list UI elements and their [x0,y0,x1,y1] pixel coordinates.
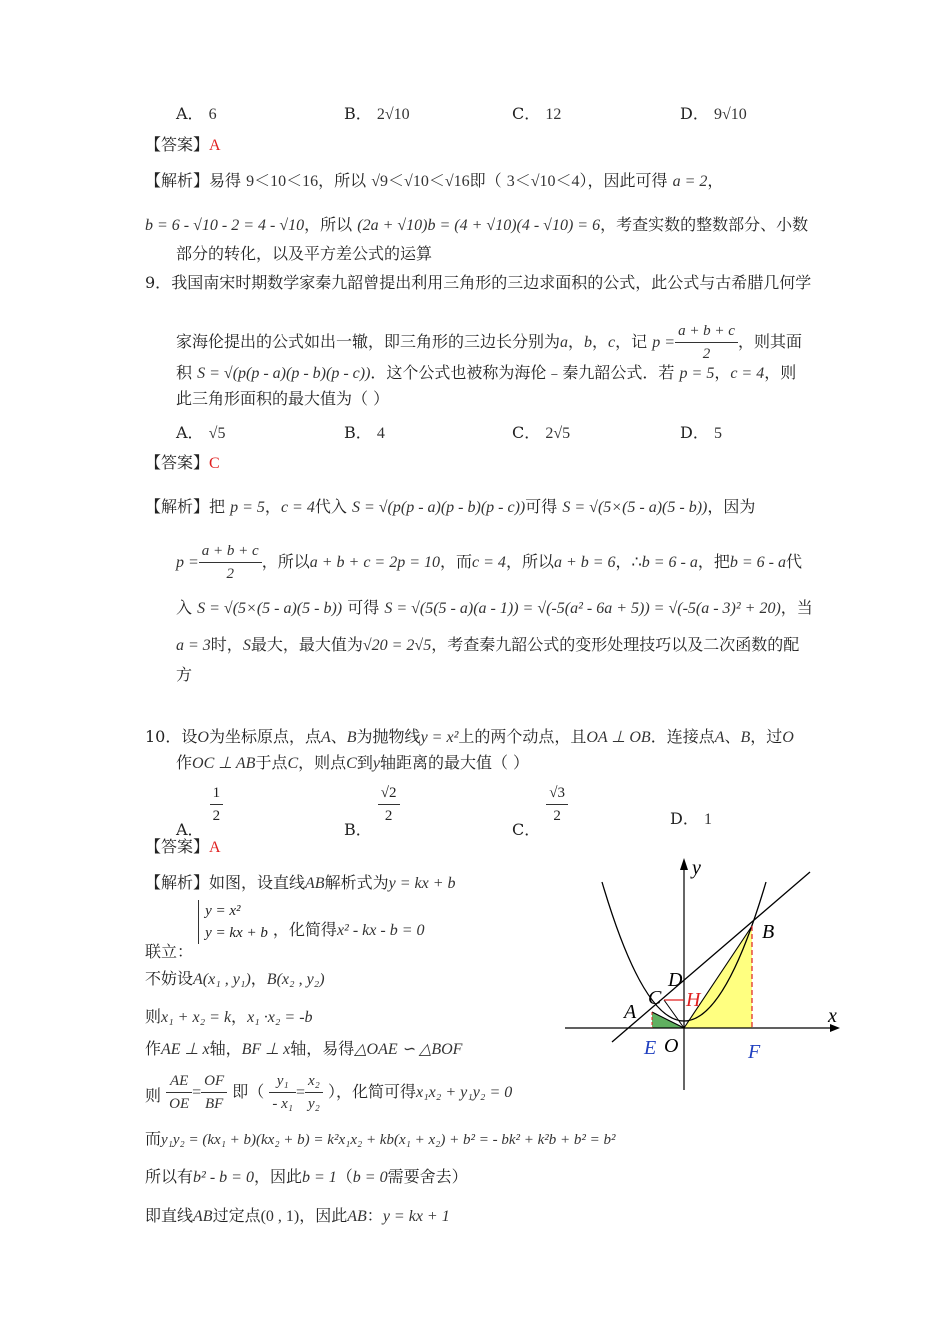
q9-option-b[interactable]: B． 4 [344,423,385,442]
q8-option-b[interactable]: B． 2√10 [344,104,410,123]
y-axis-arrow [680,858,688,870]
q9-analysis-line1: 【解析】把 p = 5，c = 4代入 S = √(p(p - a)(p - b)(p - c))可得 S = √(5×(5 - a)(5 - b))，因为 [145,497,756,516]
q10-analysis-line1: 【解析】如图，设直线AB解析式为y = kx + b [145,873,456,892]
q9-answer: 【答案】C [145,453,220,472]
label-c: C [648,987,662,1009]
label-y: y [692,857,701,879]
q10-analysis-line5: 作AE ⊥ x轴，BF ⊥ x轴，易得△OAE ∽ △BOF [145,1039,463,1058]
q10-stem-line2: 作OC ⊥ AB于点C，则点C到y轴距离的最大值（ ） [176,753,530,772]
q10-analysis-line9: 即直线AB过定点(0 , 1)，因此AB：y = kx + 1 [145,1206,450,1225]
q9-stem-line2: 家海伦提出的公式如出一辙，即三角形的三边长分别为a，b，c，记 p = $\frac{a + b + c}{2}$ ，则其面 [176,320,802,365]
q9-analysis-line2: p = $\frac{a + b + c}{2}$ ，所以a + b + c = 2p = 10，而c = 4，所以a + b = 6，∴b = 6 - a，把b = 6 - a代 [176,540,802,585]
label-d: D [668,969,683,991]
parabola-figure [560,850,850,1100]
label-e: E [644,1037,657,1059]
q10-option-b[interactable]: B． $\frac{√2}{2}$ [344,782,400,827]
label-x: x [828,1005,837,1027]
q9-analysis-line5: 方 [176,665,193,684]
q8-analysis-line3: 部分的转化，以及平方差公式的运算 [176,244,433,263]
q10-analysis-line8: 所以有b² - b = 0，因此b = 1（b = 0需要舍去） [145,1167,468,1186]
q9-stem-line1: 9．我国南宋时期数学家秦九韶曾提出利用三角形的三边求面积的公式，此公式与古希腊几何学 [145,273,812,292]
q9-option-a[interactable]: A． √5 [176,423,226,442]
q10-analysis-line7: 而y₁y₂ = (kx₁ + b)(kx₂ + b) = k²x₁x₂ + kb(x₁ + x₂) + b² = - bk² + k²b + b² = b² [145,1129,616,1148]
q9-analysis-line4: a = 3时，S最大，最大值为√20 = 2√5，考查秦九韶公式的变形处理技巧以及二次函数的配 [176,635,800,654]
q8-analysis-line2: b = 6 - √10 - 2 = 4 - √10，所以 (2a + √10)b = (4 + √10)(4 - √10) = 6，考查实数的整数部分、小数 [145,215,809,234]
q9-option-c[interactable]: C． 2√5 [512,423,571,442]
q10-analysis-line2: 联立： y = x² y = kx + b ，化简得x² - kx - b = 0 [145,900,425,950]
q8-option-c[interactable]: C． 12 [512,104,562,123]
label-f: F [748,1041,761,1063]
q10-analysis-line4: 则x₁ + x₂ = k，x₁ ·x₂ = -b [145,1007,313,1026]
q10-option-d[interactable]: D． 1 [670,809,712,828]
q10-analysis-line6: 则 $\frac{AE}{OE}$ = $\frac{OF}{BF}$ 即（ $\frac{\text{y₁}}{\text{- x₁}}$ = $\frac{\text{x₂}}{\text{y₂}}$ ），化简可得x₁x₂ + y₁y₂ = 0 [145,1070,512,1116]
q10-answer: 【答案】A [145,837,221,856]
q8-analysis-line1: 【解析】易得 9＜10＜16，所以 √9＜√10＜√16即（ 3＜√10＜4），因此可得 a = 2， [145,171,724,190]
label-b: B [762,921,775,943]
q10-analysis-line3: 不妨设A(x₁ , y₁)，B(x₂ , y₂) [145,969,325,988]
q8-option-d[interactable]: D． 9√10 [680,104,747,123]
label-a: A [624,1001,637,1023]
q9-analysis-line3: 入 S = √(5×(5 - a)(5 - b)) 可得 S = √(5(5 - a)(a - 1)) = √(-5(a² - 6a + 5)) = √(-5(a - 3)² + 20)，当 [176,598,813,617]
label-h: H [686,989,701,1011]
q10-option-c[interactable]: C． $\frac{√3}{2}$ [512,782,568,827]
q8-answer: 【答案】A [145,135,221,154]
q10-stem-line1: 10．设O为坐标原点，点A、B为抛物线y = x²上的两个动点，且OA ⊥ OB．连接点A、B，过O [145,727,794,746]
q9-stem-line4: 此三角形面积的最大值为（ ） [176,389,390,408]
q9-option-d[interactable]: D． 5 [680,423,722,442]
q10-option-a[interactable]: A． $\frac{1}{2}$ [176,782,223,827]
q9-stem-line3: 积 S = √(p(p - a)(p - b)(p - c))．这个公式也被称为海伦﹣秦九韶公式．若 p = 5，c = 4，则 [176,363,797,382]
q8-option-a[interactable]: A． 6 [176,104,217,123]
label-o: O [664,1035,679,1057]
